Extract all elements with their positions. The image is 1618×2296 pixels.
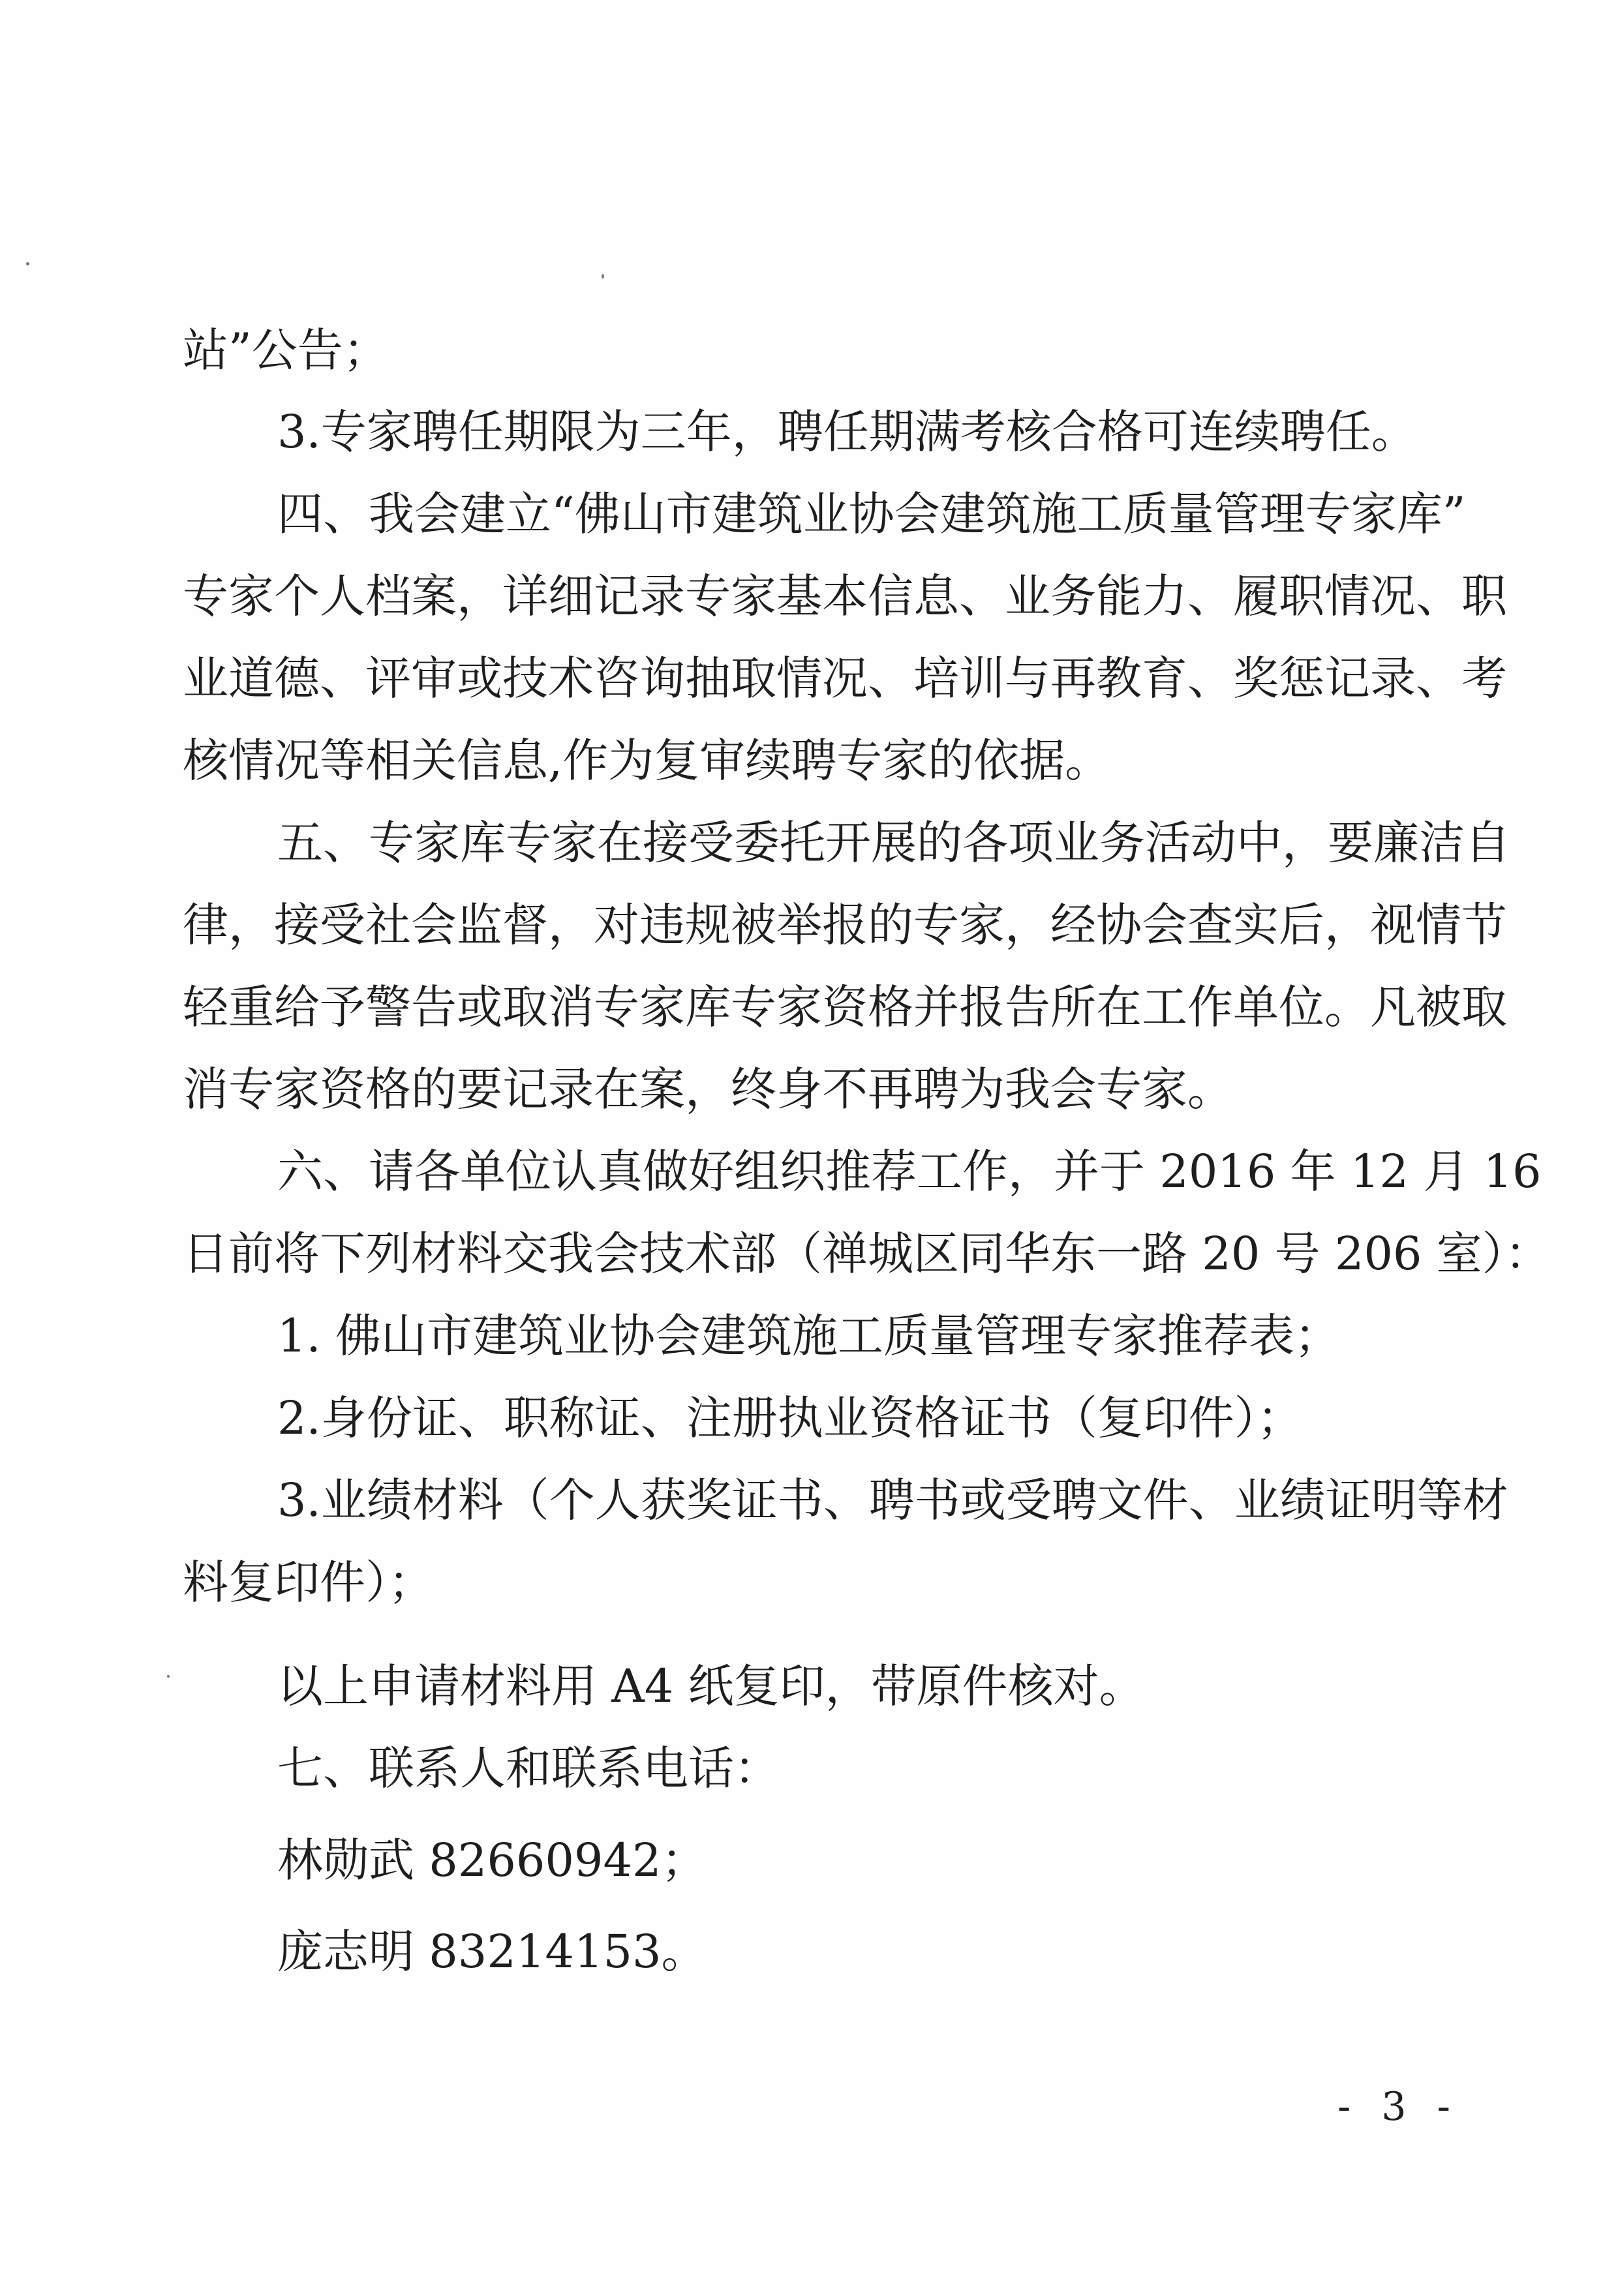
text-line-18: 七、联系人和联系电话： [277,1742,780,1795]
text-line-4: 专家个人档案，详细记录专家基本信息、业务能力、履职情况、职 [183,569,1507,623]
text-line-7: 五、专家库专家在接受委托开展的各项业务活动中，要廉洁自 [277,816,1510,869]
text-line-12: 日前将下列材料交我会技术部（禅城区同华东一路 20 号 206 室）： [183,1227,1551,1280]
text-line-10: 消专家资格的要记录在案，终身不再聘为我会专家。 [183,1063,1233,1116]
page-number: - 3 - [1337,2084,1459,2130]
text-line-19: 林勋武 82660942； [277,1834,707,1887]
text-line-1: 站”公告； [183,324,389,377]
text-line-6: 核情况等相关信息,作为复审续聘专家的依据。 [183,734,1111,787]
text-line-14: 2.身份证、职称证、注册执业资格证书（复印件）； [277,1391,1303,1445]
text-line-2: 3.专家聘任期限为三年，聘任期满考核合格可连续聘任。 [277,405,1417,459]
text-line-13: 1. 佛山市建筑业协会建筑施工质量管理专家推荐表； [277,1309,1341,1363]
text-line-9: 轻重给予警告或取消专家库专家资格并报告所在工作单位。凡被取 [183,980,1507,1034]
text-line-8: 律，接受社会监督，对违规被举报的专家，经协会查实后，视情节 [183,898,1507,952]
scan-speck [167,1675,170,1678]
text-line-15: 3.业绩材料（个人获奖证书、聘书或受聘文件、业绩证明等材 [277,1473,1508,1527]
text-line-16: 料复印件）； [183,1556,434,1609]
text-line-20: 庞志明 83214153。 [277,1925,707,1978]
text-line-11: 六、请各单位认真做好组织推荐工作，并于 2016 年 12 月 16 [277,1145,1542,1198]
scan-speck [602,274,604,279]
text-line-5: 业道德、评审或技术咨询抽取情况、培训与再教育、奖惩记录、考 [183,652,1507,705]
scan-speck [26,262,29,265]
text-line-17: 以上申请材料用 A4 纸复印，带原件核对。 [277,1659,1145,1713]
text-line-3: 四、我会建立“佛山市建筑业协会建筑施工质量管理专家库” [277,487,1466,541]
